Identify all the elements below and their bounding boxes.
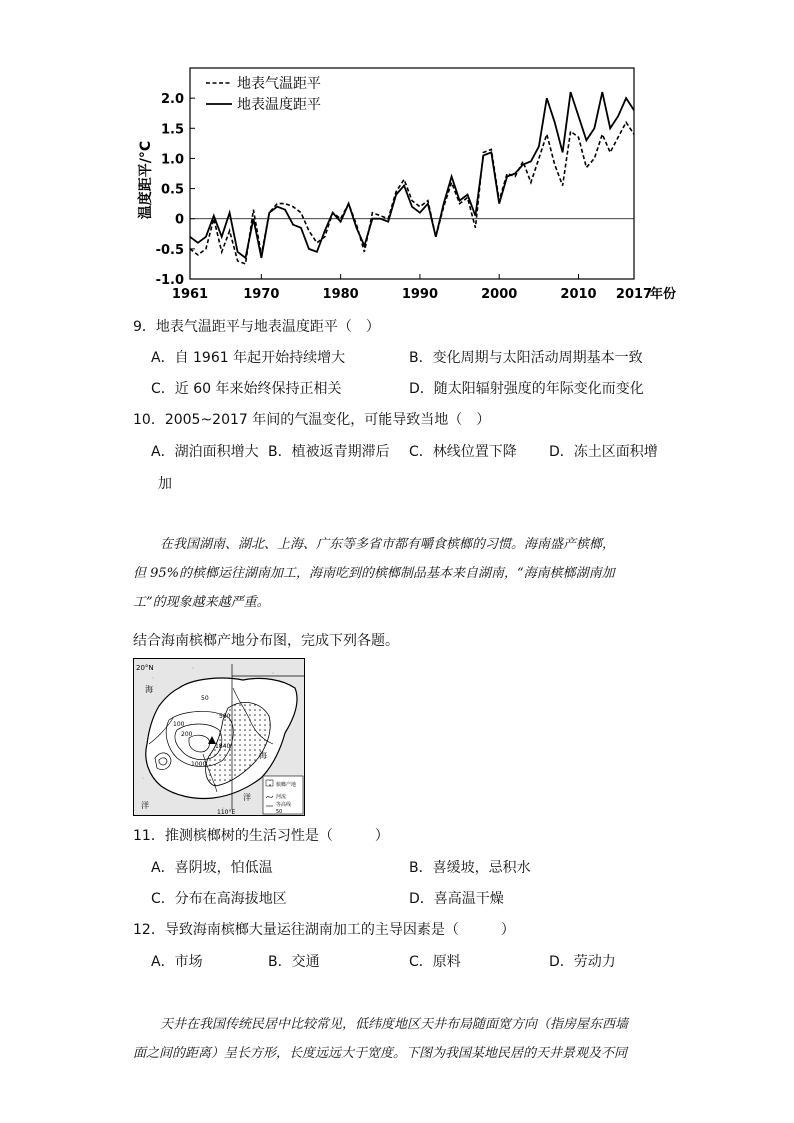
q11-option-b[interactable]: B．喜缓坡，忌积水 (409, 860, 531, 876)
map-lat-label: 20°N (136, 664, 154, 672)
legend-areca-area: 槟榔产地 (276, 782, 297, 788)
contour-label-100: 100 (173, 721, 185, 728)
y-tick-label: 1.0 (160, 152, 184, 168)
question-9-stem: 9．地表气温距平与地表温度距平（ ） (133, 319, 380, 335)
q9-option-b[interactable]: B．变化周期与太阳活动周期基本一致 (409, 350, 643, 366)
passage-areca-line3: 工”的现象越来越严重。 (133, 595, 270, 610)
y-tick-label: 0.5 (160, 182, 184, 198)
legend (206, 75, 321, 113)
map-lon-label: 110°E (217, 809, 236, 816)
peak-label: 1840 (215, 743, 231, 750)
x-tick-label: 1980 (322, 287, 359, 302)
legend-river: 河流 (276, 794, 287, 800)
contour-label-1000: 1000 (191, 761, 207, 768)
q10-option-d[interactable]: D．冻土区面积增 (549, 444, 658, 460)
passage-courtyard-line2: 面之间的距离）呈长方形，长度远远大于宽度。下图为我国某地民居的天井景观及不同 (133, 1046, 628, 1061)
map-instruction: 结合海南槟榔产地分布图，完成下列各题。 (133, 633, 399, 649)
q11-option-a[interactable]: A．喜阴坡，怕低温 (151, 860, 273, 876)
map-ocean-bottom-mid: 洋 (243, 793, 251, 802)
map-legend (263, 776, 303, 815)
q9-option-c[interactable]: C．近 60 年来始终保持正相关 (151, 381, 342, 397)
question-12-stem: 12．导致海南槟榔大量运往湖南加工的主导因素是（ ） (133, 922, 515, 938)
q10-option-d-continued: 加 (158, 476, 172, 492)
q10-option-a[interactable]: A．湖泊面积增大 (151, 444, 259, 460)
question-11-stem: 11．推测槟榔树的生活习性是（ ） (133, 828, 389, 844)
q12-option-c[interactable]: C．原料 (409, 954, 461, 970)
q10-option-b[interactable]: B．植被返青期滞后 (268, 444, 390, 460)
map-ocean-bottom-left: 洋 (141, 801, 149, 810)
x-tick-label: 1961 (171, 287, 209, 302)
q9-option-d[interactable]: D．随太阳辐射强度的年际变化而变化 (409, 381, 644, 397)
contour-label-200: 200 (181, 731, 193, 738)
q12-option-b[interactable]: B．交通 (268, 954, 320, 970)
y-axis-label: 温度距平/°C (138, 140, 154, 220)
map-sea-right: 海 (259, 751, 267, 760)
hainan-areca-map (133, 658, 305, 816)
q10-option-c[interactable]: C．林线位置下降 (409, 444, 517, 460)
legend-surface-temperature: 地表温度距平 (237, 97, 321, 113)
x-tick-label: 1970 (243, 287, 280, 302)
question-10-stem: 10．2005~2017 年间的气温变化，可能导致当地（ ） (133, 412, 491, 428)
q11-option-c[interactable]: C．分布在高海拔地区 (151, 891, 287, 907)
x-tick-label: 2017 (615, 287, 653, 302)
passage-courtyard-line1: 天井在我国传统民居中比较常见，低纬度地区天井布局随面宽方向（指房屋东西墙 (160, 1017, 629, 1032)
y-tick-label: -0.5 (155, 242, 184, 258)
contour-label-50: 50 (201, 695, 209, 702)
map-sea-left: 海 (145, 685, 153, 694)
y-tick-label: 2.0 (160, 92, 184, 108)
series-line-surface-temperature (190, 92, 634, 258)
passage-areca-line2: 但 95%的槟榔运往湖南加工，海南吃到的槟榔制品基本来自湖南，“海南槟榔湖南加 (133, 566, 615, 581)
passage-areca-line1: 在我国湖南、湖北、上海、广东等多省市都有嚼食槟榔的习惯。海南盛产槟榔， (160, 537, 616, 552)
x-tick-label: 2010 (560, 287, 597, 302)
y-tick-label: -1.0 (155, 273, 184, 288)
y-tick-label: 1.5 (160, 122, 184, 138)
contour-label-500: 500 (219, 713, 231, 720)
q12-option-a[interactable]: A．市场 (151, 954, 203, 970)
legend-air-temperature: 地表气温距平 (237, 76, 321, 92)
legend-contour: 等高线 (276, 802, 292, 808)
x-axis-unit-label: 年份 (650, 287, 677, 302)
legend-contour-value: 50 (276, 809, 283, 815)
y-tick-label: 0 (174, 212, 184, 228)
q9-option-a[interactable]: A．自 1961 年起开始持续增大 (151, 350, 346, 366)
q11-option-d[interactable]: D．喜高温干燥 (409, 891, 504, 907)
x-tick-label: 1990 (401, 287, 439, 302)
temperature-anomaly-chart (130, 60, 710, 310)
q12-option-d[interactable]: D．劳动力 (549, 954, 616, 970)
x-tick-label: 2000 (481, 287, 518, 302)
series-line-air-temperature (190, 122, 634, 264)
